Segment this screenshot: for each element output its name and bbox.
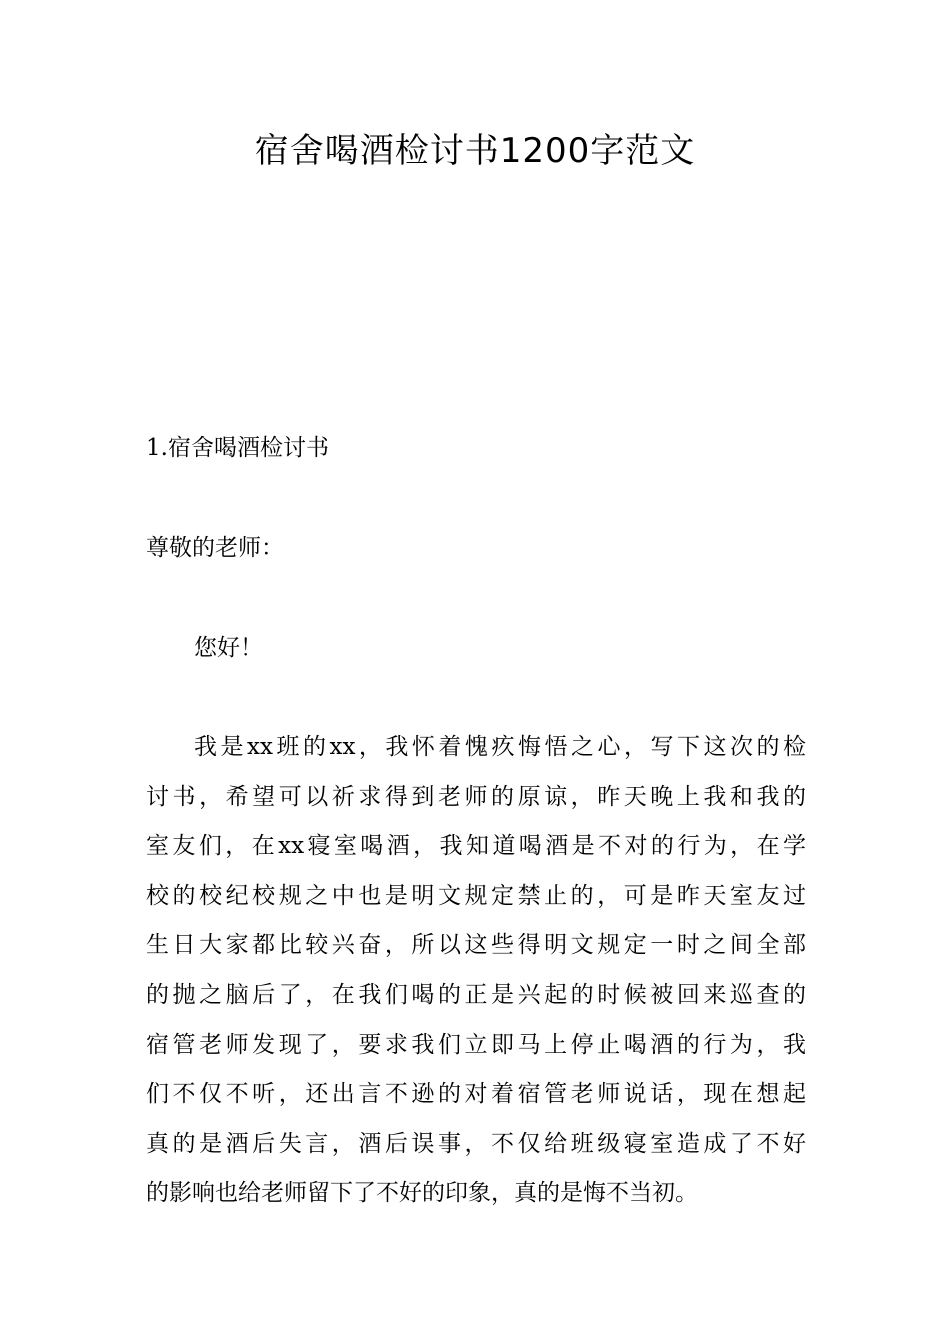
document-title: 宿舍喝酒检讨书1200字范文 bbox=[254, 131, 696, 171]
paragraph-line: 生日大家都比较兴奋，所以这些得明文规定一时之间全部 bbox=[146, 932, 806, 959]
paragraph-line: 宿管老师发现了，要求我们立即马上停止喝酒的行为，我 bbox=[146, 1031, 806, 1058]
paragraph-line: 们不仅不听，还出言不逊的对着宿管老师说话，现在想起 bbox=[146, 1081, 806, 1108]
body-paragraph bbox=[146, 729, 806, 1225]
salutation: 尊敬的老师： bbox=[146, 535, 284, 561]
paragraph-line: 校的校纪校规之中也是明文规定禁止的，可是昨天室友过 bbox=[146, 882, 806, 909]
paragraph-line: 我是xx班的xx，我怀着愧疚悔悟之心，写下这次的检 bbox=[194, 734, 806, 760]
paragraph-line: 的抛之脑后了，在我们喝的正是兴起的时候被回来巡查的 bbox=[146, 981, 806, 1008]
paragraph-line: 室友们，在xx寝室喝酒，我知道喝酒是不对的行为，在学 bbox=[146, 833, 806, 860]
paragraph-line: 讨书，希望可以祈求得到老师的原谅，昨天晚上我和我的 bbox=[146, 783, 806, 810]
section-heading: 1.宿舍喝酒检讨书 bbox=[146, 435, 329, 461]
greeting: 您好！ bbox=[194, 635, 263, 661]
paragraph-line: 真的是酒后失言，酒后误事，不仅给班级寝室造成了不好 bbox=[146, 1130, 806, 1157]
paragraph-line: 的影响也给老师留下了不好的印象，真的是悔不当初。 bbox=[146, 1180, 698, 1207]
